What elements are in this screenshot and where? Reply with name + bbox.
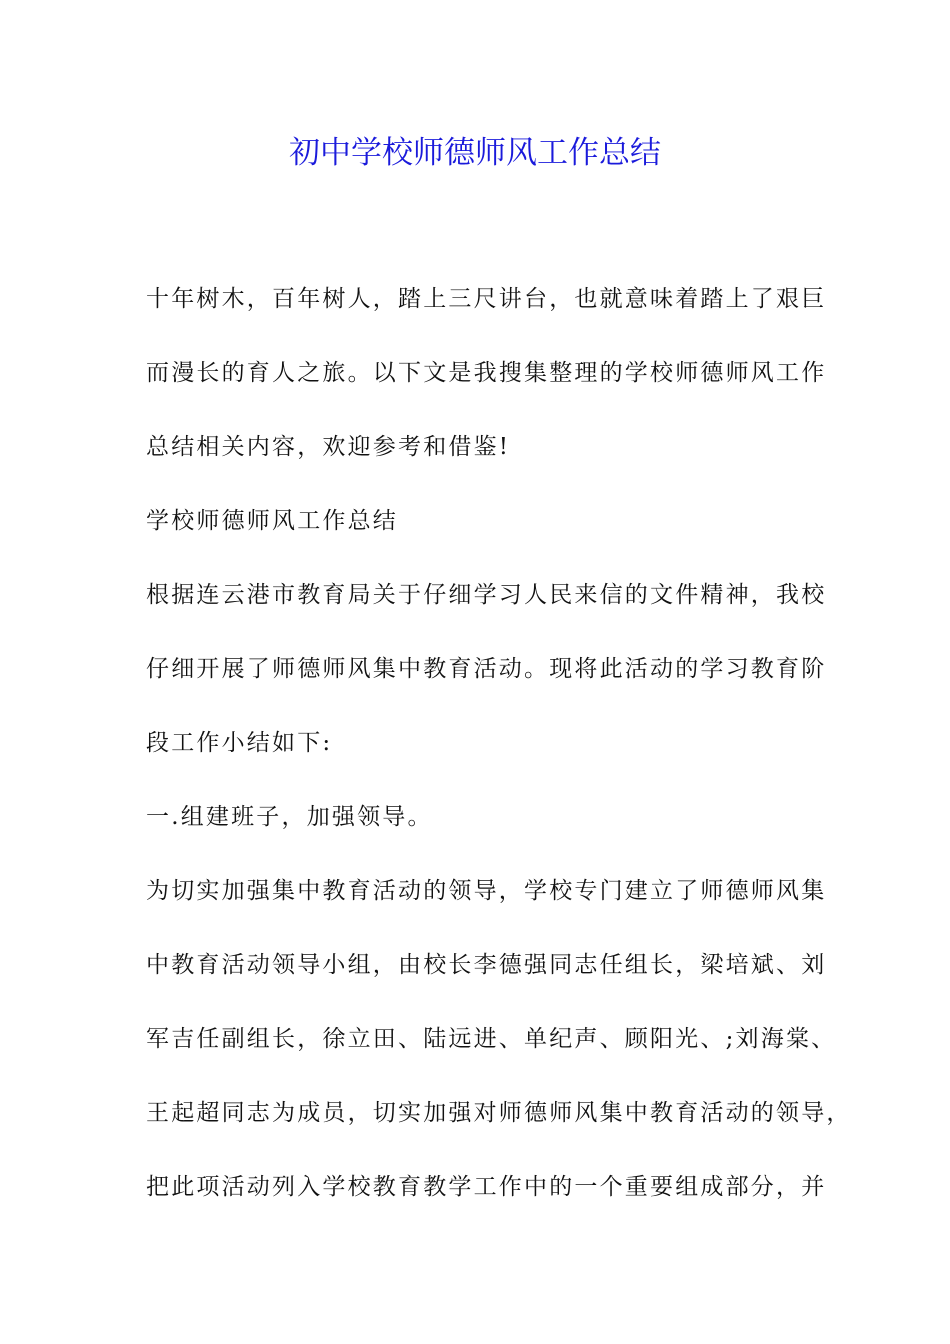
body-line: 王起超同志为成员，切实加强对师德师风集中教育活动的领导， [146,1100,852,1126]
body-line: 总结相关内容，欢迎参考和借鉴! [146,434,511,460]
body-line: 仔细开展了师德师风集中教育活动。现将此活动的学习教育阶 [146,656,827,682]
body-line: 中教育活动领导小组，由校长李德强同志任组长，梁培斌、刘 [146,952,827,978]
body-line: 十年树木，百年树人，踏上三尺讲台，也就意味着踏上了艰巨 [146,286,827,312]
body-line: 根据连云港市教育局关于仔细学习人民来信的文件精神，我校 [146,582,827,608]
body-line: 为切实加强集中教育活动的领导，学校专门建立了师德师风集 [146,878,827,904]
document-title: 初中学校师德师风工作总结 [289,135,661,171]
subsection-heading: 一.组建班子，加强领导。 [146,804,433,830]
document-body [146,262,852,1224]
body-line: 而漫长的育人之旅。以下文是我搜集整理的学校师德师风工作 [146,360,827,386]
body-line: 军吉任副组长，徐立田、陆远进、单纪声、顾阳光、;刘海棠、 [146,1026,837,1052]
body-line: 段工作小结如下: [146,730,333,756]
body-line: 把此项活动列入学校教育教学工作中的一个重要组成部分，并 [146,1174,827,1200]
section-heading: 学校师德师风工作总结 [146,508,398,534]
